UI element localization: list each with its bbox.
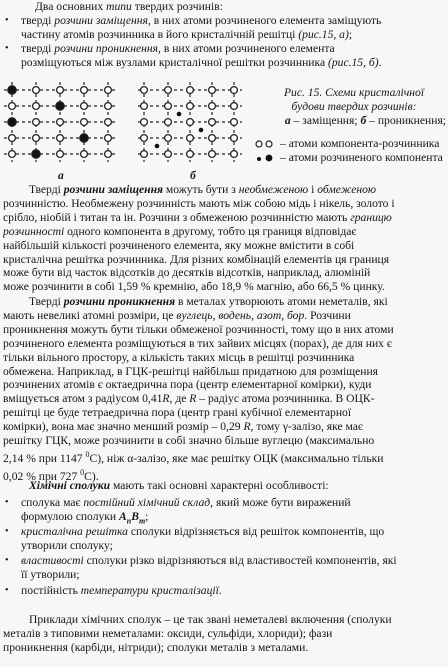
- figure-caption: [262, 86, 446, 114]
- compounds-intro: Хімічні сполуки мають такі основні характерні особливості:: [29, 479, 329, 492]
- paragraph-line: може розчинити в собі 1,59 % кремнію, або 18,9 % магнію, або 66,5 % цинку.: [3, 280, 385, 294]
- legend-host-atom: – атоми компонента-розчинника: [280, 137, 440, 150]
- item-line: формулою сполуки $A_nB_m$;: [21, 509, 149, 526]
- paragraph-line: Приклади хімічних сполук – це так звані неметалеві включення (сполуки: [29, 613, 392, 626]
- bullet-icon: •: [5, 585, 9, 596]
- compound-item: [3, 496, 444, 528]
- type-line: тверді розчини проникнення, в них атоми розчиненого елемента: [21, 42, 335, 55]
- interstitial-paragraph: [3, 295, 444, 484]
- compounds-examples-paragraph: [3, 613, 444, 655]
- paragraph-line: може бути від часток відсотків до десятків відсотків, наприклад, алюміній: [3, 266, 371, 280]
- type-item-substitution: [3, 14, 444, 42]
- solute-atom: [80, 134, 88, 142]
- type-line: частину атомів розчинника в його кристалічній решітці (рис.15, а);: [21, 27, 353, 41]
- host-atom: [105, 135, 112, 142]
- solute-atom: [32, 150, 40, 158]
- host-atom: [81, 119, 88, 126]
- paragraph-line: Тверді розчини проникнення в металах утворюють атоми неметалів, які: [29, 295, 388, 308]
- host-atom: [81, 151, 88, 158]
- paragraph-line: тільки вільного простору, а кількість таких місць в решітці розчинника: [3, 350, 355, 364]
- host-atom: [9, 151, 16, 158]
- caption-line: будови твердих розчинів:: [291, 99, 417, 113]
- type-line: розміщуються між вузлами кристалічної решітки розчинника (рис.15, б).: [21, 55, 382, 69]
- paragraph-line: розчинених атомів є октаедрична пора (центр елементарної комірки), куди: [3, 378, 372, 392]
- bullet-icon: •: [5, 497, 9, 508]
- host-atom: [105, 87, 112, 94]
- type-line: тверді розчини заміщення, в них атоми розчиненого елемента заміщують: [21, 14, 382, 27]
- host-atom: [81, 87, 88, 94]
- host-atom: [57, 151, 64, 158]
- paragraph-line: мають невеликі атомні розміри, це вуглець, водень, азот, бор. Розчини: [3, 308, 351, 322]
- type-item-interstitial: [3, 42, 444, 70]
- figure-label-b: б: [190, 169, 196, 182]
- paragraph-line: проникнення можуть бути тільки обмеженої розчинності, тому що в них атоми: [3, 322, 394, 336]
- solute-atom: [8, 118, 16, 126]
- host-atom: [57, 119, 64, 126]
- paragraph-line: комірки), вона має значно менший розмір – 0,29 R, тому γ-залізо, яке має: [3, 420, 363, 434]
- host-atom: [9, 103, 16, 110]
- figure-label-a: а: [58, 169, 64, 182]
- caption-line: Рис. 15. Схеми кристалічної: [283, 86, 425, 99]
- substitution-paragraph: [3, 183, 444, 294]
- compound-item: [3, 554, 444, 582]
- lattice-diagram-a: [0, 74, 120, 170]
- legend-solute-atom-icon: [255, 152, 277, 164]
- paragraph-line: металів з типовими неметалами: оксиди, сульфіди, хлориди); фази: [3, 626, 333, 640]
- host-atom: [57, 87, 64, 94]
- item-line: кристалічна решітка сполуки відрізняється від решіток компонентів, що: [21, 525, 385, 538]
- host-atom: [33, 103, 40, 110]
- paragraph-line: 0,02 % при 727 $^0$С).: [3, 467, 99, 483]
- paragraph-line: розчинності одного компонента в другому, тобто ця границя відповідає: [3, 224, 357, 238]
- paragraph-line: решітку ГЦК, може розчинити в собі значно більше вуглецю (максимально: [3, 434, 375, 448]
- legend-host-atom-icon: [255, 138, 277, 150]
- bullet-icon: •: [5, 15, 9, 26]
- host-atom: [57, 135, 64, 142]
- legend-solute-atom: – атоми розчиненого компонента: [280, 151, 443, 164]
- bullet-icon: •: [5, 555, 9, 566]
- intro-em: типи: [106, 0, 132, 13]
- bullet-icon: •: [5, 526, 9, 537]
- compound-item: [3, 525, 444, 553]
- paragraph-line: вміщується атом з радіусом 0,41R, де R – радіус атома розчинника. В ОЦК-: [3, 392, 375, 406]
- intro-line: [3, 0, 448, 14]
- solute-atom: [56, 102, 64, 110]
- paragraph-line: Тверді розчини заміщення можуть бути з необмеженою і обмеженою: [29, 183, 377, 196]
- solute-atom: [8, 86, 16, 94]
- paragraph-line: срібло, ніобій і титан та ін. Розчини з обмеженою розчинністю мають границю: [3, 210, 392, 224]
- lattice-diagram-b: [134, 74, 246, 170]
- item-line: сполука має постійний хімічний склад, який може бути виражений: [21, 496, 351, 509]
- host-atom: [33, 119, 40, 126]
- host-atom: [105, 151, 112, 158]
- host-atom: [81, 103, 88, 110]
- paragraph-line: решітці це буде тетраедрична пора (центр грані кубічної елементарної: [3, 406, 352, 420]
- paragraph-line: обмежена. Наприклад, в ГЦК-решітці найбільш придатною для розміщення: [3, 364, 379, 378]
- intro-lead: Два основних: [35, 0, 107, 13]
- bullet-icon: •: [5, 43, 9, 54]
- paragraph-line: найбільшій кількості розчиненого елемента, яку можне вмістити в собі: [3, 238, 355, 252]
- caption-definition: а – заміщення; б – проникнення;: [284, 114, 446, 127]
- host-atom: [105, 119, 112, 126]
- host-atom: [33, 87, 40, 94]
- paragraph-line: розчинністю. Необмежену розчинність мають між собою мідь і нікель, золото і: [3, 196, 395, 210]
- paragraph-line: кристалічна решітка розчинника. Для різних комбінацій елементів ця границя: [3, 252, 390, 266]
- host-atom: [9, 135, 16, 142]
- paragraph-line: проникнення (карбіди, нітриди); сполуки металів з металами.: [3, 640, 309, 654]
- paragraph-line: розчиненого елемента розміщуються в тих зайвих місцях (порах), де для них є: [3, 336, 392, 350]
- host-atom: [105, 103, 112, 110]
- item-line: постійність температури кристалізації.: [21, 584, 222, 597]
- compound-item: [3, 584, 444, 598]
- item-line: її утворили;: [21, 567, 80, 581]
- item-line: утворили сполуку;: [21, 538, 113, 552]
- host-atom: [33, 135, 40, 142]
- item-line: властивості сполуки різко відрізняються від властивостей компонентів, які: [21, 554, 397, 567]
- paragraph-line: 2,14 % при 1147 $^0$С), ніж α-залізо, яке має решітку ОЦК (максимально тільки: [3, 449, 384, 465]
- intro-tail: твердих розчинів:: [131, 0, 223, 13]
